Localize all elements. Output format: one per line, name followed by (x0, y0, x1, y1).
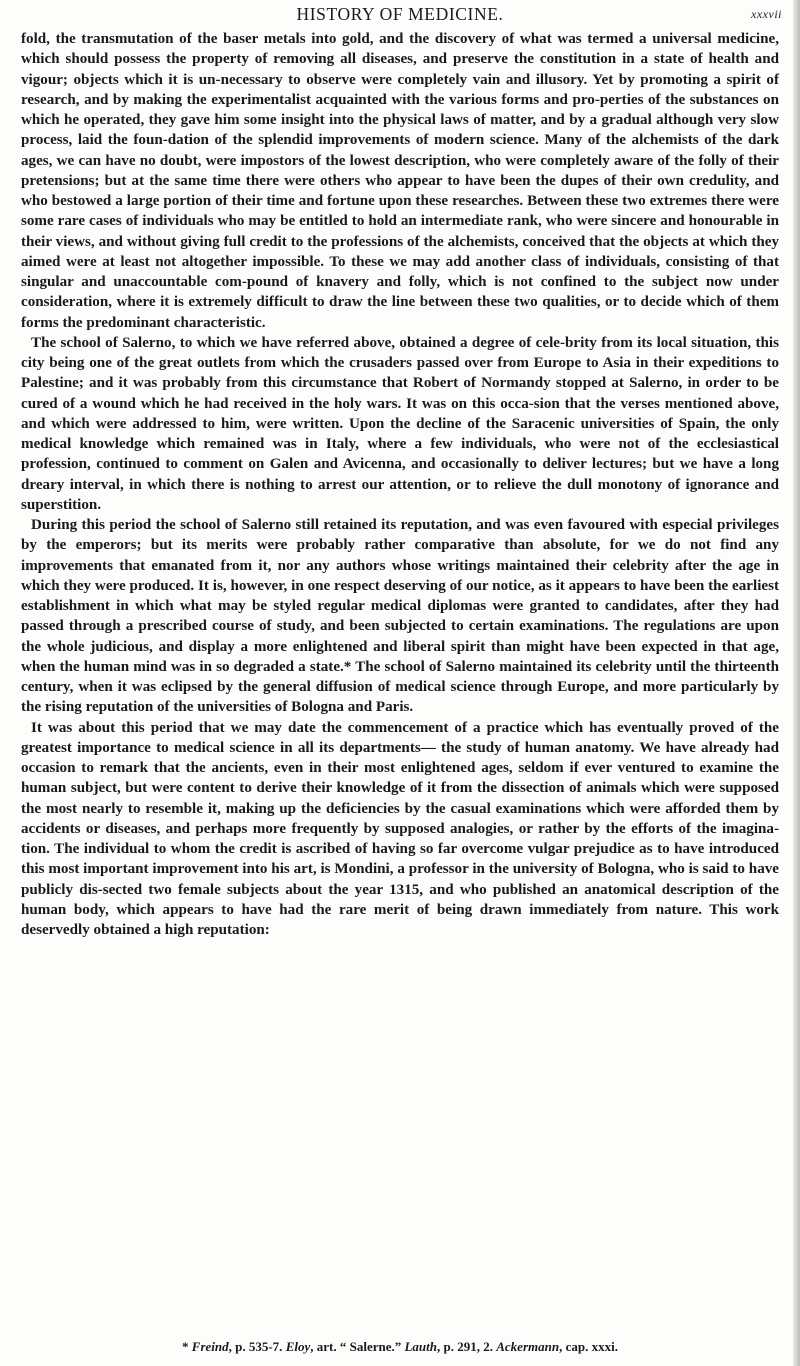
footnote (21, 1339, 779, 1355)
footnote-author: Ackermann (496, 1339, 560, 1354)
running-title: HISTORY OF MEDICINE. (296, 4, 504, 24)
page-number: xxxvii (751, 7, 782, 21)
paragraph: It was about this period that we may date the commencement of a practice which has eventually proved of the greatest importance to medical science in all its departments— the study of human anatomy. We have already had occasion to remark that the ancients, even in their most enlightened ages, seldom if ever ventured to examine the human subject, but were content to derive their knowledge of it from the dissection of animals which were supposed the most nearly to resemble it, making up the deficiencies by the casual examinations which were afforded them by accidents or diseases, and perhaps more frequently by supposed analogies, or rather by the efforts of the imagina-tion. The individual to whom the credit is ascribed of having so far overcome vulgar prejudice as to have introduced this most important improvement into his art, is Mondini, a professor in the university of Bologna, who is said to have publicly dis-sected two female subjects about the year 1315, and who published an anatomical description of the human body, which appears to have had the rare merit of being drawn immediately from nature. This work deservedly obtained a high reputation: (21, 719, 779, 938)
footnote-author: Freind (191, 1339, 229, 1354)
footnote-text: , p. 291, 2. (437, 1339, 497, 1354)
running-head (0, 2, 800, 28)
footnote-text: , cap. xxxi. (559, 1339, 618, 1354)
footnote-author: Lauth (404, 1339, 437, 1354)
footnote-text: , p. 535-7. (228, 1339, 286, 1354)
body-text (21, 29, 779, 940)
footnote-text: , art. “ Salerne.” (310, 1339, 405, 1354)
paragraph: During this period the school of Salerno still retained its reputation, and was even favoured with especial privileges by the emperors; but its merits were probably rather comparative than absolute, for we do not find any improvements that emanated from it, nor any authors whose writings maintained their celebrity after the age in which they were produced. It is, however, in one respect deserving of our notice, as it appears to have been the earliest establishment in which what may be styled regular medical diplomas were granted to candidates, after they had passed through a prescribed course of study, and been subjected to certain examinations. The regulations are upon the whole judicious, and display a more enlightened and liberal spirit than might have been expected in that age, when the human mind was in so degraded a state.* The school of Salerno maintained its celebrity until the thirteenth century, when it was eclipsed by the general diffusion of medical science through Europe, and more particularly by the rising reputation of the universities of Bologna and Paris. (21, 517, 779, 716)
page-spine-shadow (793, 0, 800, 1366)
footnote-marker: * (182, 1339, 192, 1354)
paragraph: fold, the transmutation of the baser metals into gold, and the discovery of what was termed a universal medicine, which should possess the property of removing all diseases, and preserve the constitution in a state of health and vigour; objects which it is un-necessary to observe were completely vain and illusory. Yet by promoting a spirit of research, and by making the experimentalist acquainted with the various forms and pro-perties of the substances on which he operated, they gave him some insight into the physical laws of matter, and by a gradual although very slow process, laid the foun-dation of the splendid improvements of modern science. Many of the alchemists of the dark ages, we can have no doubt, were impostors of the lowest description, who were completely aware of the folly of their pretensions; but at the same time there were others who appear to have been the dupes of their own credulity, and who bestowed a large portion of their time and fortune upon these researches. Between these two extremes there were some rare cases of individuals who may be entitled to hold an intermediate rank, who were sincere and honourable in their views, and without giving full credit to the professions of the alchemists, conceived that the objects at which they aimed were at least not altogether impossible. To these we may add another class of individuals, consisting of that singular and unaccountable com-pound of knavery and folly, which is not confined to the subject now under consideration, where it is extremely difficult to draw the line between these two qualities, or to decide which of them forms the predominant characteristic. (21, 31, 779, 331)
footnote-author: Eloy (285, 1339, 311, 1354)
paragraph: The school of Salerno, to which we have referred above, obtained a degree of cele-brity from its local situation, this city being one of the great outlets from which the crusaders passed over from Europe to Asia in their expeditions to Palestine; and it was probably from this circumstance that Robert of Normandy stopped at Salerno, in order to be cured of a wound which he had received in the holy wars. It was on this occa-sion that the verses mentioned above, and which were addressed to him, were written. Upon the decline of the Saracenic universities of Spain, the only medical knowledge which remained was in Italy, where a few individuals, who were not of the ecclesiastical profession, continued to comment on Galen and Avicenna, and occasionally to deliver lectures; but we have a long dreary interval, in which there is nothing to arrest our attention, or to relieve the dull monotony of ignorance and superstition. (21, 334, 779, 513)
